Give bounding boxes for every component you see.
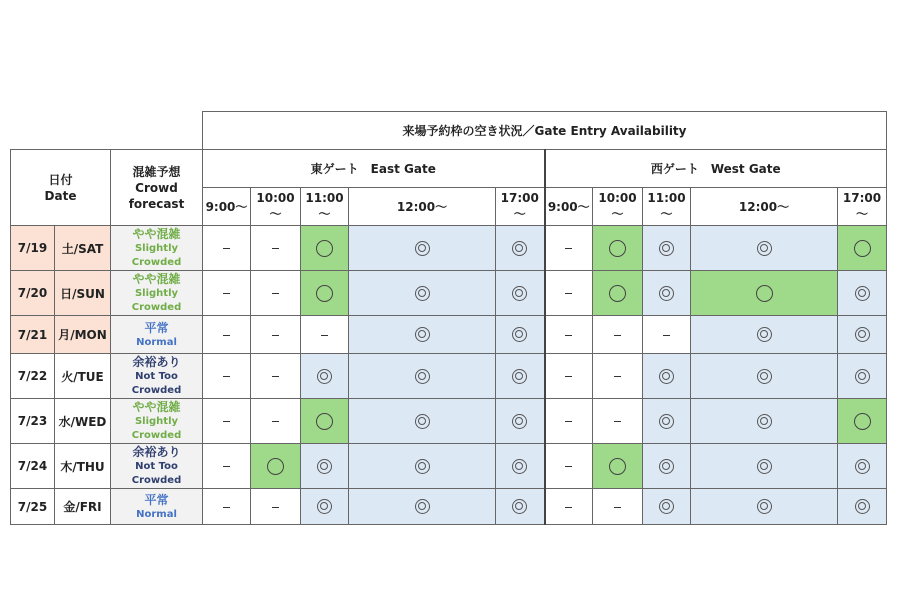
west-slot-17: 17:00～ [838,188,887,226]
dash-icon [272,376,279,377]
west-gate-slot-11-cell [643,271,691,316]
dash-icon [565,335,572,336]
east-gate-slot-12-cell [349,316,496,354]
double-circle-icon [659,414,674,429]
dash-icon [614,507,621,508]
west-gate-slot-9-cell [545,354,593,399]
west-gate-slot-9-cell [545,271,593,316]
dash-icon [565,248,572,249]
west-gate-slot-10-cell [593,226,643,271]
dash-icon [272,507,279,508]
west-gate-slot-12-cell [691,354,838,399]
crowd-forecast-jp: やや混雑 [132,400,181,414]
date-header-en: Date [44,188,77,203]
east-gate-header: 東ゲート East Gate [203,150,545,188]
crowd-forecast-cell [111,271,203,316]
crowd-forecast-jp: 平常 [144,320,169,335]
crowd-forecast-header [111,150,203,226]
circle-icon [756,285,773,302]
west-gate-slot-17-cell [838,354,887,399]
east-gate-slot-11-cell [301,399,349,444]
west-slot-11: 11:00～ [643,188,691,226]
east-gate-slot-17-cell [496,316,545,354]
double-circle-icon [757,499,772,514]
table-row [11,444,887,489]
east-gate-slot-10-cell [251,316,301,354]
double-circle-icon [415,286,430,301]
dash-icon [614,335,621,336]
dash-icon [223,335,230,336]
crowd-header-jp: 混雑予想 [132,164,181,179]
east-gate-slot-11-cell [301,271,349,316]
east-gate-slot-10-cell [251,271,301,316]
east-gate-slot-12-cell [349,226,496,271]
circle-icon [316,413,333,430]
dash-icon [663,335,670,336]
dash-icon [321,335,328,336]
blank-corner [11,112,203,150]
west-gate-slot-10-cell [593,316,643,354]
double-circle-icon [512,286,527,301]
dash-icon [272,421,279,422]
west-gate-header: 西ゲート West Gate [545,150,887,188]
west-gate-slot-12-cell [691,399,838,444]
dash-icon [223,248,230,249]
crowd-header-en: Crowd forecast [128,180,185,211]
west-gate-slot-10-cell [593,271,643,316]
crowd-forecast-en: Not Too Crowded [131,371,182,396]
dash-icon [565,466,572,467]
crowd-forecast-cell [111,354,203,399]
circle-icon [854,240,871,257]
west-gate-slot-11-cell [643,489,691,525]
day-of-week-cell: 水/WED [55,399,111,444]
double-circle-icon [855,459,870,474]
east-gate-slot-12-cell [349,489,496,525]
crowd-forecast-en: Normal [136,508,177,520]
crowd-forecast-jp: やや混雑 [132,227,181,241]
double-circle-icon [659,369,674,384]
date-cell: 7/22 [11,354,55,399]
east-gate-slot-12-cell [349,399,496,444]
crowd-forecast-jp: やや混雑 [132,272,181,286]
east-gate-slot-9-cell [203,399,251,444]
east-gate-slot-11-cell [301,316,349,354]
double-circle-icon [757,369,772,384]
crowd-forecast-cell [111,399,203,444]
dash-icon [614,376,621,377]
east-gate-slot-11-cell [301,226,349,271]
dash-icon [223,466,230,467]
crowd-forecast-en: Slightly Crowded [131,416,182,441]
date-header-jp: 日付 [48,172,73,187]
double-circle-icon [659,499,674,514]
west-gate-slot-12-cell [691,444,838,489]
double-circle-icon [317,369,332,384]
east-gate-slot-10-cell [251,354,301,399]
crowd-forecast-jp: 平常 [144,492,169,507]
west-gate-slot-17-cell [838,271,887,316]
east-gate-slot-17-cell [496,489,545,525]
east-gate-slot-10-cell [251,489,301,525]
circle-icon [316,285,333,302]
dash-icon [223,376,230,377]
double-circle-icon [415,499,430,514]
double-circle-icon [317,459,332,474]
double-circle-icon [415,459,430,474]
date-cell: 7/23 [11,399,55,444]
east-gate-slot-12-cell [349,444,496,489]
date-header [11,150,111,226]
double-circle-icon [659,241,674,256]
east-slot-9: 9:00～ [203,188,251,226]
west-gate-slot-9-cell [545,444,593,489]
crowd-forecast-cell [111,444,203,489]
crowd-forecast-en: Not Too Crowded [131,461,182,486]
dash-icon [565,421,572,422]
double-circle-icon [512,241,527,256]
date-cell: 7/19 [11,226,55,271]
west-gate-slot-12-cell [691,226,838,271]
west-gate-slot-10-cell [593,489,643,525]
table-row [11,316,887,354]
crowd-forecast-cell [111,489,203,525]
east-gate-slot-10-cell [251,444,301,489]
crowd-forecast-cell [111,316,203,354]
dash-icon [565,507,572,508]
crowd-forecast-en: Slightly Crowded [131,243,182,268]
double-circle-icon [512,499,527,514]
circle-icon [267,458,284,475]
crowd-forecast-jp: 余裕あり [132,445,181,459]
west-gate-slot-9-cell [545,399,593,444]
double-circle-icon [757,414,772,429]
west-slot-12: 12:00～ [691,188,838,226]
east-gate-slot-12-cell [349,354,496,399]
west-gate-slot-12-cell [691,316,838,354]
west-gate-slot-11-cell [643,354,691,399]
dash-icon [223,293,230,294]
double-circle-icon [415,241,430,256]
east-slot-11: 11:00～ [301,188,349,226]
east-gate-slot-17-cell [496,399,545,444]
table-row [11,399,887,444]
day-of-week-cell: 日/SUN [55,271,111,316]
double-circle-icon [855,369,870,384]
east-gate-slot-17-cell [496,271,545,316]
table-row [11,354,887,399]
date-cell: 7/21 [11,316,55,354]
dash-icon [272,335,279,336]
east-slot-17: 17:00～ [496,188,545,226]
table-row [11,489,887,525]
east-gate-slot-9-cell [203,489,251,525]
availability-title: 来場予約枠の空き状況／Gate Entry Availability [203,112,887,150]
east-gate-slot-9-cell [203,226,251,271]
double-circle-icon [512,327,527,342]
west-gate-slot-9-cell [545,489,593,525]
date-cell: 7/25 [11,489,55,525]
east-gate-slot-9-cell [203,354,251,399]
day-of-week-cell: 木/THU [55,444,111,489]
double-circle-icon [512,459,527,474]
west-gate-slot-12-cell [691,271,838,316]
double-circle-icon [415,369,430,384]
east-gate-slot-9-cell [203,271,251,316]
east-slot-12: 12:00～ [349,188,496,226]
circle-icon [854,413,871,430]
east-gate-slot-9-cell [203,316,251,354]
table-row [11,226,887,271]
double-circle-icon [757,459,772,474]
double-circle-icon [855,286,870,301]
east-gate-slot-11-cell [301,444,349,489]
west-gate-slot-9-cell [545,226,593,271]
date-cell: 7/24 [11,444,55,489]
circle-icon [609,240,626,257]
table-row [11,271,887,316]
dash-icon [565,293,572,294]
double-circle-icon [512,414,527,429]
east-gate-slot-10-cell [251,399,301,444]
crowd-forecast-jp: 余裕あり [132,355,181,369]
east-gate-slot-11-cell [301,489,349,525]
east-gate-slot-9-cell [203,444,251,489]
double-circle-icon [512,369,527,384]
west-gate-slot-10-cell [593,354,643,399]
east-slot-10: 10:00～ [251,188,301,226]
dash-icon [614,421,621,422]
double-circle-icon [855,327,870,342]
dash-icon [272,293,279,294]
west-slot-10: 10:00～ [593,188,643,226]
east-gate-slot-11-cell [301,354,349,399]
dash-icon [565,376,572,377]
east-gate-slot-17-cell [496,354,545,399]
day-of-week-cell: 金/FRI [55,489,111,525]
west-gate-slot-11-cell [643,444,691,489]
west-slot-9: 9:00～ [545,188,593,226]
crowd-forecast-en: Normal [136,336,177,348]
double-circle-icon [415,327,430,342]
west-gate-slot-17-cell [838,399,887,444]
east-gate-slot-10-cell [251,226,301,271]
west-gate-slot-17-cell [838,489,887,525]
west-gate-slot-10-cell [593,444,643,489]
west-gate-slot-17-cell [838,226,887,271]
west-gate-slot-10-cell [593,399,643,444]
dash-icon [272,248,279,249]
circle-icon [609,458,626,475]
crowd-forecast-en: Slightly Crowded [131,288,182,313]
west-gate-slot-11-cell [643,316,691,354]
double-circle-icon [659,286,674,301]
date-cell: 7/20 [11,271,55,316]
dash-icon [223,507,230,508]
east-gate-slot-17-cell [496,444,545,489]
double-circle-icon [757,327,772,342]
crowd-forecast-cell [111,226,203,271]
day-of-week-cell: 土/SAT [55,226,111,271]
west-gate-slot-12-cell [691,489,838,525]
east-gate-slot-12-cell [349,271,496,316]
gate-availability-table [10,111,887,525]
double-circle-icon [415,414,430,429]
double-circle-icon [757,241,772,256]
west-gate-slot-11-cell [643,399,691,444]
west-gate-slot-17-cell [838,444,887,489]
west-gate-slot-9-cell [545,316,593,354]
circle-icon [316,240,333,257]
day-of-week-cell: 火/TUE [55,354,111,399]
circle-icon [609,285,626,302]
double-circle-icon [659,459,674,474]
east-gate-slot-17-cell [496,226,545,271]
west-gate-slot-11-cell [643,226,691,271]
west-gate-slot-17-cell [838,316,887,354]
double-circle-icon [855,499,870,514]
dash-icon [223,421,230,422]
day-of-week-cell: 月/MON [55,316,111,354]
double-circle-icon [317,499,332,514]
